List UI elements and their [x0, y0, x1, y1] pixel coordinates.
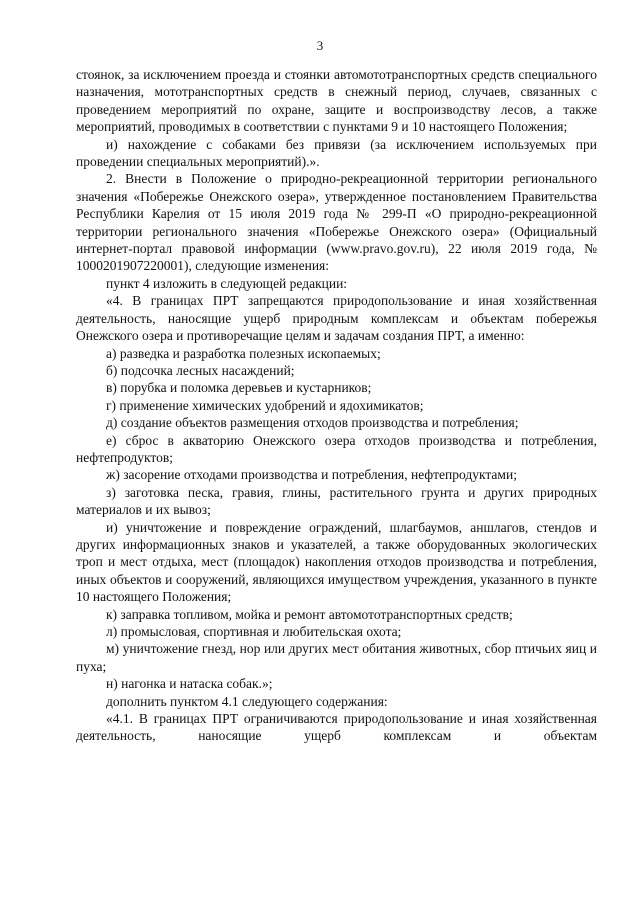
document-body	[76, 66, 597, 745]
list-item: м) уничтожение гнезд, нор или других мест обитания животных, сбор птичьих яиц и пуха;	[76, 641, 597, 674]
list-item: а) разведка и разработка полезных ископаемых;	[106, 345, 381, 361]
list-item: н) нагонка и натаска собак.»;	[106, 676, 273, 692]
list-item: л) промысловая, спортивная и любительская охота;	[106, 624, 402, 639]
list-item: е) сброс в акваторию Онежского озера отходов производства и потребления, нефтепродуктов;	[76, 432, 597, 465]
list-item: и) уничтожение и повреждение ограждений, шлагбаумов, аншлагов, стендов и других информационных знаков и указателей, а также оборудованных экологических троп и мест отдыха, мест (площадок) накопления отходов производства и потребления, иных объектов и сооружений, являющихся имуществом учреждения, указанного в пункте 10 настоящего Положения;	[76, 519, 597, 605]
paragraph: дополнить пунктом 4.1 следующего содержания:	[106, 693, 388, 709]
paragraph: стоянок, за исключением проезда и стоянки автомототранспортных средств специального назначения, мототранспортных средств в снежный период, случаев, связанных с проведением мероприятий по охране, защите и воспроизводству лесов, а также мероприятий, проводимых в соответствии с пунктами 9 и 10 настоящего Положения;	[76, 67, 597, 135]
list-item: к) заправка топливом, мойка и ремонт автомототранспортных средств;	[106, 606, 513, 622]
list-item: г) применение химических удобрений и ядохимикатов;	[106, 397, 424, 413]
list-item: в) порубка и поломка деревьев и кустарников;	[106, 380, 372, 396]
paragraph: пункт 4 изложить в следующей редакции:	[106, 275, 348, 291]
list-item: з) заготовка песка, гравия, глины, растительного грунта и других природных материалов и их вывоз;	[76, 484, 597, 518]
paragraph: «4.1. В границах ПРТ ограничиваются природопользование и иная хозяйственная деятельность, наносящие ущерб комплексам и объектам	[76, 711, 597, 744]
paragraph: и) нахождение с собаками без привязи (за исключением используемых при проведении специальных мероприятий).».	[76, 136, 597, 170]
list-item: б) подсочка лесных насаждений;	[106, 362, 295, 378]
paragraph: 2. Внести в Положение о природно-рекреационной территории регионального значения «Побережье Онежского озера», утвержденное постановлением Правительства Республики Карелия от 15 июля 2019 года № 299-П «О природно-рекреационной территории регионального значения «Побережье Онежского озера» (Официальный интернет-портал правовой информации (www.pravo.gov.ru), 22 июля 2019 года, № 1000201907220001), следующие изменения:	[76, 171, 597, 274]
list-item: ж) засорение отходами производства и потребления, нефтепродуктами;	[106, 467, 517, 483]
list-item: д) создание объектов размещения отходов производства и потребления;	[106, 415, 519, 431]
page-number: 3	[316, 38, 324, 53]
paragraph: «4. В границах ПРТ запрещаются природопользование и иная хозяйственная деятельность, наносящие ущерб природным комплексам и объектам побережья Онежского озера и противоречащие целям и задачам создания ПРТ, а именно:	[76, 293, 597, 344]
